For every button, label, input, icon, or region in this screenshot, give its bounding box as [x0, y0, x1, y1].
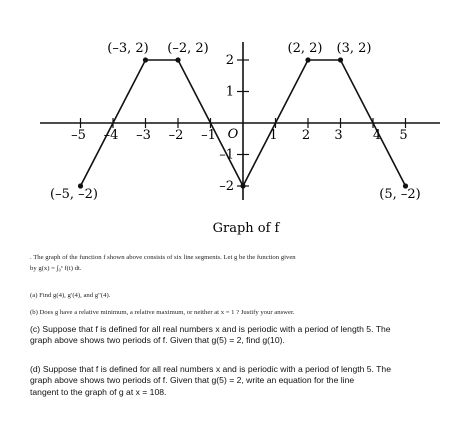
x-tick-label: 3 [334, 128, 343, 143]
x-tick-label: 5 [399, 128, 408, 143]
problem-intro [30, 252, 460, 274]
part-d-line-2: graph above shows two periods of f. Given that g(5) = 2, write an equation for the line [30, 375, 355, 386]
point-label: (5, –2) [379, 187, 421, 202]
data-point [143, 57, 148, 62]
x-tick-label: –4 [103, 128, 119, 143]
part-d [30, 364, 460, 398]
data-point [240, 183, 245, 188]
graph-segment [341, 60, 374, 123]
x-tick-label: –2 [168, 128, 184, 143]
point-labels [50, 41, 421, 202]
part-a: (a) Find g(4), g′(4), and g″(4). [30, 292, 111, 299]
data-point [338, 57, 343, 62]
x-tick-label: O [227, 127, 239, 142]
x-tick-label: 4 [372, 128, 382, 143]
y-tick-label: 1 [225, 84, 234, 100]
x-tick-label: 1 [269, 128, 278, 143]
y-tick-label: –2 [219, 179, 234, 194]
graph-segment [276, 60, 309, 123]
graph-title: Graph of f [212, 221, 280, 236]
part-c [30, 324, 460, 347]
point-label: (2, 2) [287, 41, 323, 56]
intro-line-1: . The graph of the function f shown above consists of six line segments. Let g be the function given [30, 254, 296, 261]
part-c-line-1: (c) Suppose that f is defined for all real numbers x and is periodic with a period of length 5. The [30, 324, 391, 334]
x-tick-label: –3 [136, 128, 151, 143]
x-tick-label: 2 [301, 128, 311, 143]
data-point [305, 57, 310, 62]
point-label: (3, 2) [336, 41, 372, 56]
data-point [175, 57, 180, 62]
x-tick-label: –1 [201, 128, 216, 143]
part-b: (b) Does g have a relative minimum, a relative maximum, or neither at x = 1 ? Justify your answer. [30, 309, 295, 316]
point-label: (–5, –2) [50, 187, 98, 202]
point-label: (–3, 2) [107, 41, 149, 56]
y-tick-label: –1 [219, 147, 234, 163]
part-d-line-3: tangent to the graph of g at x = 108. [30, 386, 167, 397]
part-c-line-2: graph above shows two periods of f. Given that g(5) = 2, find g(10). [30, 335, 285, 346]
graph-segment [113, 60, 146, 123]
point-label: (–2, 2) [167, 41, 209, 56]
graph-segment [178, 60, 211, 123]
intro-line-2: by g(x) = ∫₀ˣ f(t) dt. [30, 265, 82, 272]
part-d-line-1: (d) Suppose that f is defined for all real numbers x and is periodic with a period of length 5. The [30, 364, 391, 374]
x-tick-label: –5 [71, 128, 86, 143]
axes [40, 42, 440, 200]
y-tick-label: 2 [225, 53, 234, 68]
